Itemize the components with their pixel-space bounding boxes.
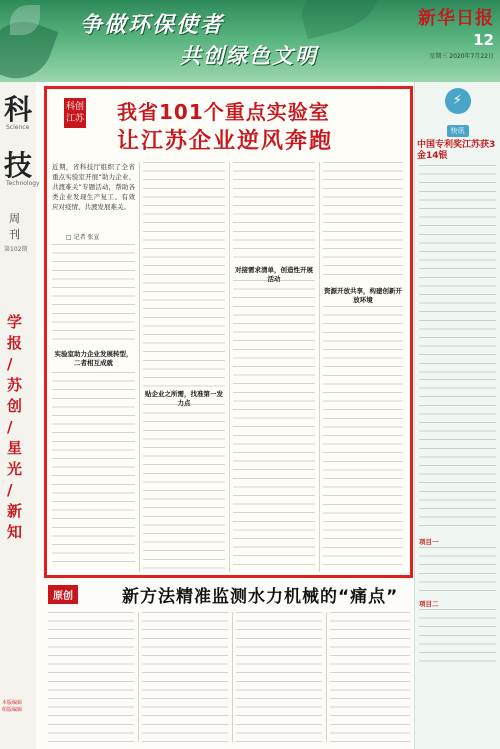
section-char: 知 [7,523,23,541]
project-heading: 项目二 [419,600,439,608]
section-heading: 贴企业之所需，找准第一发力点 [145,390,223,407]
section-heading: 对接需求清单，创造性开展活动 [235,266,313,283]
article-header [62,92,402,156]
section-char: / [7,355,13,373]
column-divider [326,612,327,742]
left-sidebar [0,82,40,749]
layout-editor-label: 组版编辑 [2,707,23,713]
section-char: 报 [7,334,23,352]
editor-credits [2,700,36,714]
column-divider [232,612,233,742]
section-char: / [7,481,13,499]
body-column [143,162,225,387]
body-column [143,404,225,570]
column-char-science: 科 [4,93,33,126]
section-char: 新 [7,502,23,520]
section-char: 学 [7,313,23,331]
body-column [48,612,134,742]
newspaper-logo: 新华日报 [418,8,494,29]
section-char: 创 [7,397,23,415]
section-nav [7,312,22,543]
project-body [419,609,496,669]
section-char: / [7,418,13,436]
lower-article-header [44,582,413,606]
body-column [323,162,403,282]
column-divider [319,162,320,572]
issue-number: 第102期 [4,246,28,253]
editor-label: 本版编辑 [2,700,23,706]
news-body [419,379,496,529]
top-banner [0,0,500,82]
column-en-science: Science [6,124,30,131]
body-column [52,244,135,342]
headline-line1: 我省101个重点实验室 [117,100,330,124]
lower-headline: 新方法精准监测水力机械的“痛点” [122,587,399,607]
news-headline: 中国专利奖江苏获3金14银 [417,140,496,161]
section-heading: 实验室助力企业发展转型，二者相互成就 [54,350,133,367]
column-divider [139,162,140,572]
masthead [394,4,494,60]
right-sidebar [414,82,500,749]
banner-slogan-line2: 共创绿色文明 [180,44,318,68]
body-column [52,372,135,570]
byline: □ 记者 张宣 [66,234,100,241]
quick-news-header [415,82,500,137]
page-number: 12 [473,31,494,49]
column-char-week: 周 [9,212,20,225]
column-divider [138,612,139,742]
section-char: 苏 [7,376,23,394]
section-char: 星 [7,439,23,457]
section-char: 光 [7,460,23,478]
project-heading: 项目一 [419,538,439,546]
column-tag: 科创江苏 [64,98,86,128]
leaf-decoration [295,0,385,40]
quick-news-tag: 快讯 [447,125,469,137]
article-lead: 近期，省科技厅组织了全省重点实验室开展“助力企业、共渡难关”专题活动，帮助各类企业发现生产复工、有效应对疫情、共渡发展难关。 [52,163,135,211]
body-column [330,612,410,742]
column-en-tech: Technology [6,180,40,187]
project-body [419,547,496,597]
original-tag: 原创 [48,585,78,604]
body-column [142,612,228,742]
body-column [323,306,403,570]
news-body [419,165,496,375]
column-divider [229,162,230,572]
body-column [233,162,315,262]
body-column [233,280,315,570]
body-column [236,612,322,742]
section-heading: 资源开放共享，构建创新开放环境 [324,287,402,304]
headline-line2: 让江苏企业逆风奔跑 [117,129,334,154]
banner-slogan-line1: 争做环保使者 [80,13,225,38]
column-char-issue: 刊 [9,228,20,241]
issue-meta: 星期三 2020年7月22日 [429,53,494,60]
lightning-icon: ⚡ [445,88,471,114]
column-char-tech: 技 [4,149,33,182]
